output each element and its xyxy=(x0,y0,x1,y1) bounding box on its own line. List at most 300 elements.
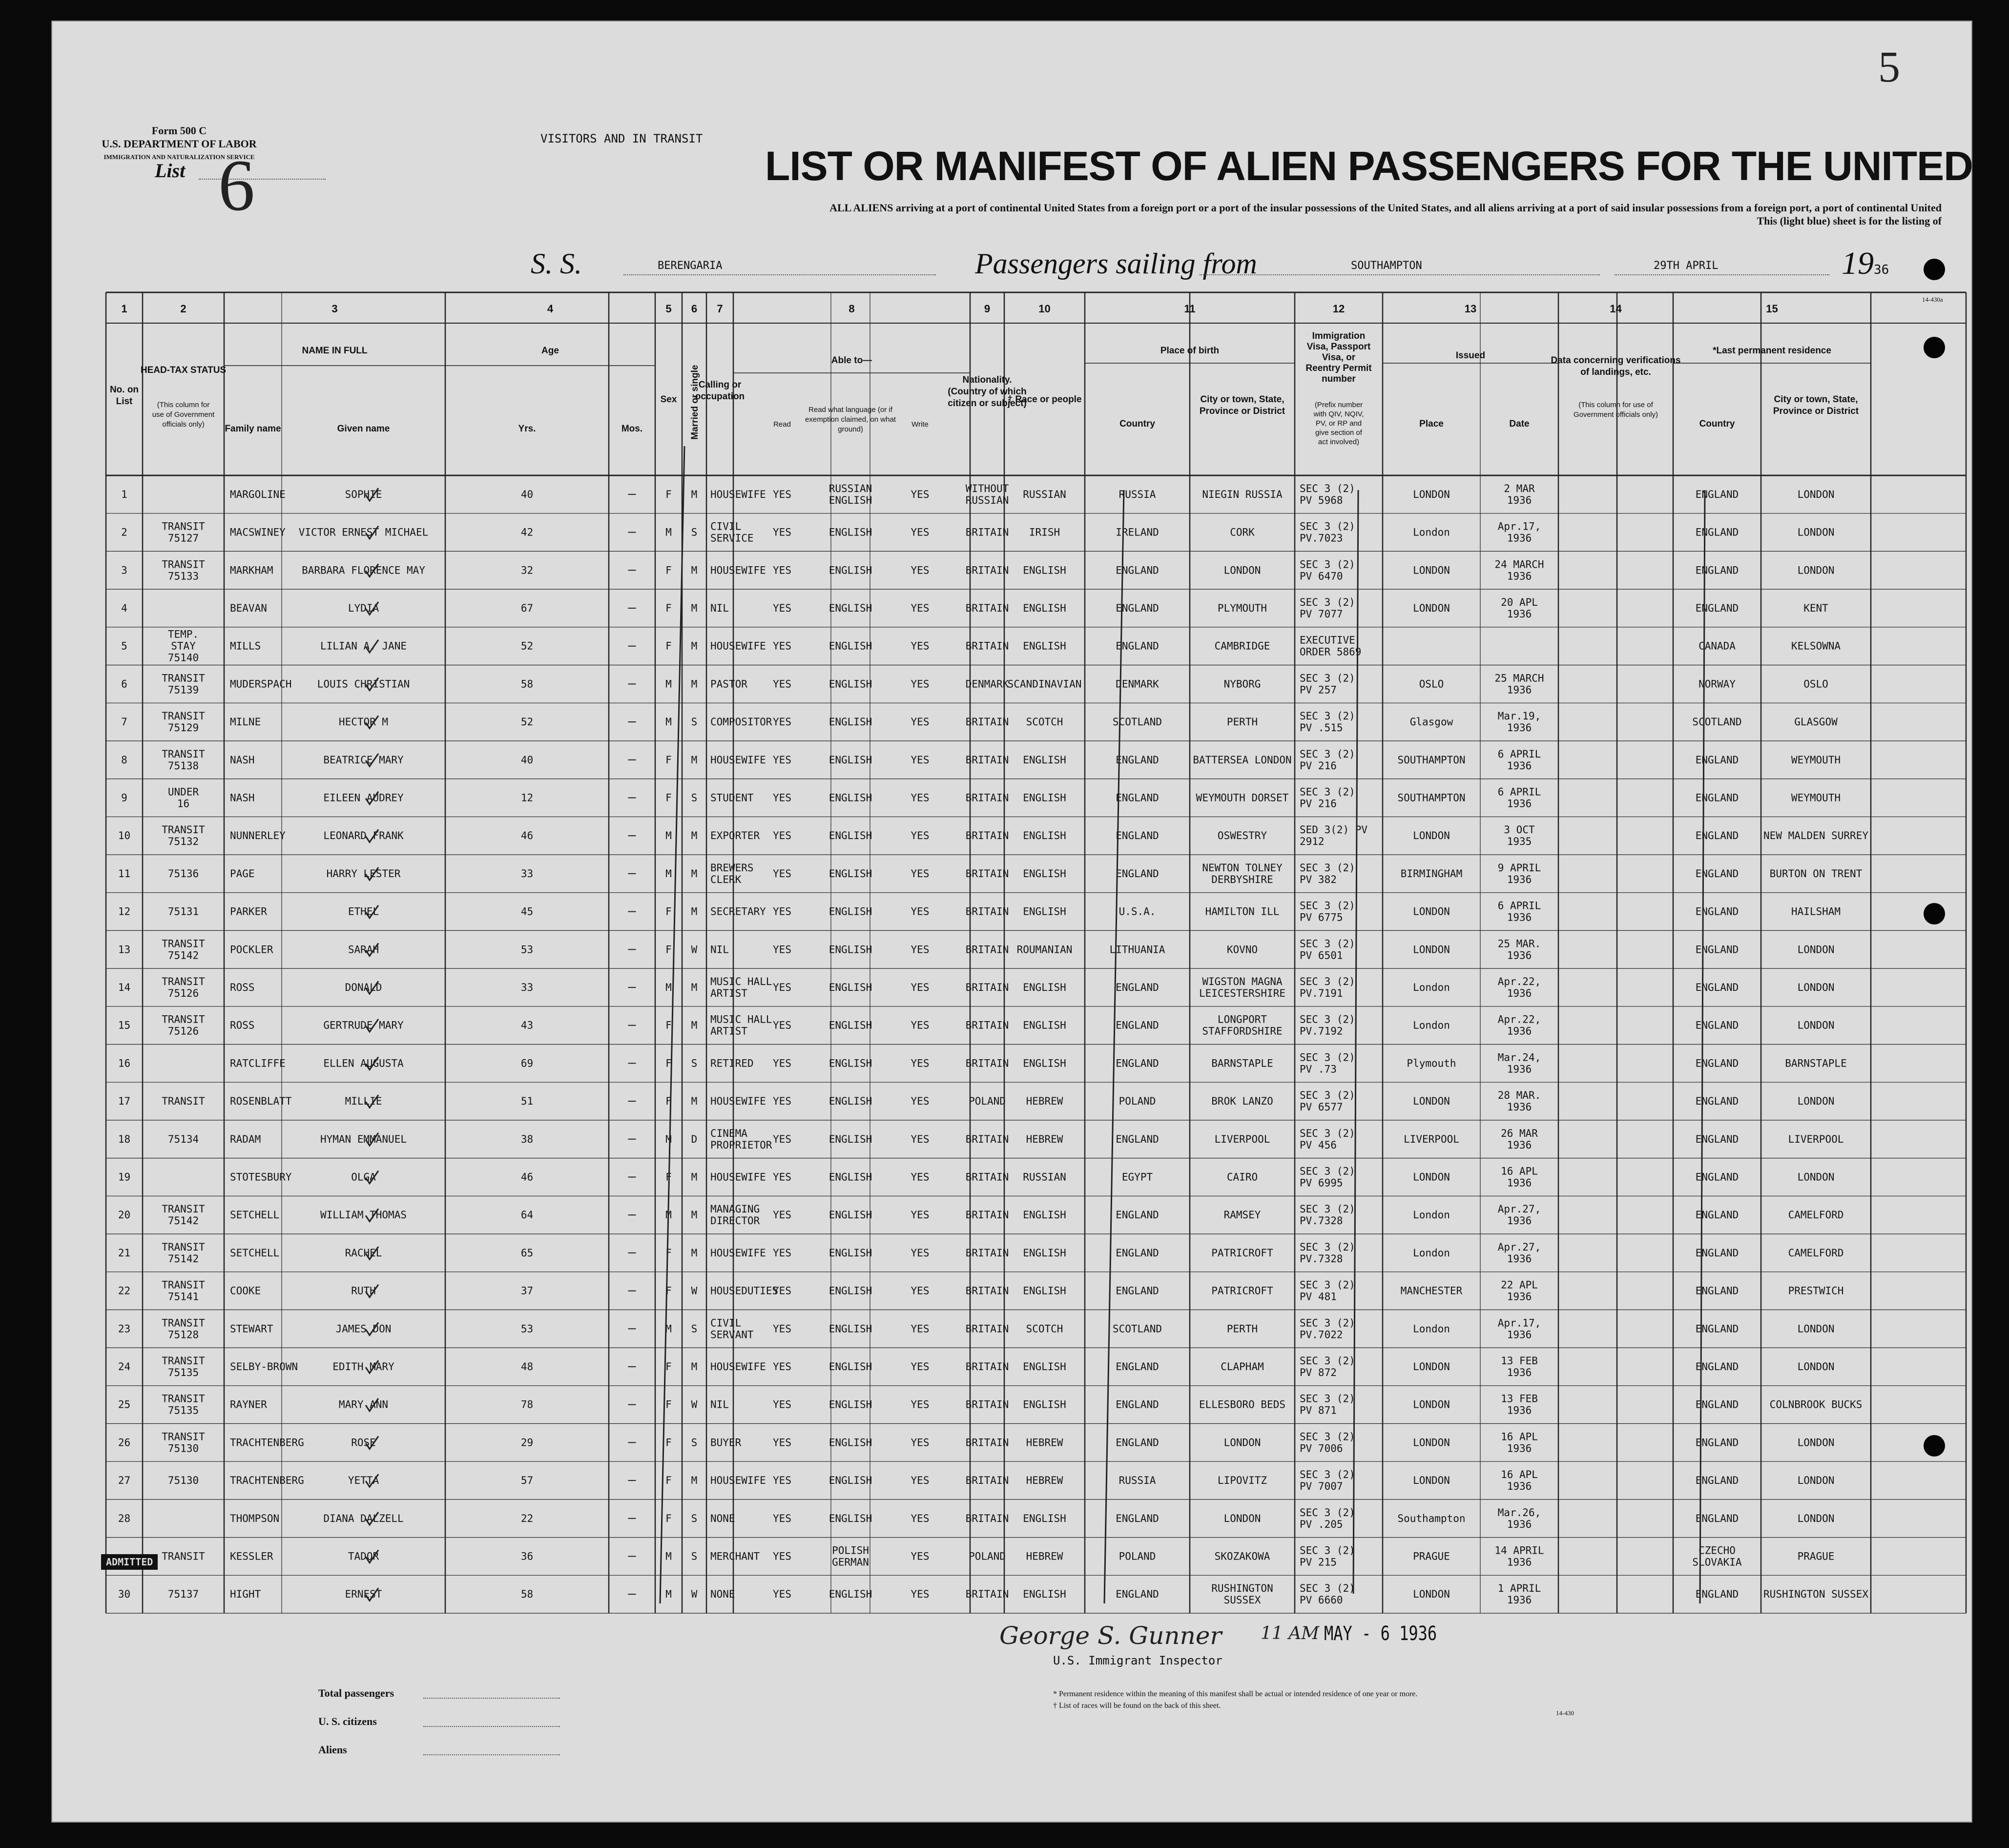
write-value: YES xyxy=(911,1247,930,1259)
column-number: 10 xyxy=(1038,303,1051,315)
head-tax-status: 75134 xyxy=(167,1133,199,1145)
visa-number: SEC 3 (2) PV 216 xyxy=(1300,786,1355,810)
row-number: 28 xyxy=(118,1512,131,1524)
residence-city: PRAGUE xyxy=(1797,1550,1835,1562)
issued-place: Plymouth xyxy=(1407,1057,1456,1069)
issued-place: LONDON xyxy=(1413,1437,1450,1449)
birth-city: RAMSEY xyxy=(1223,1209,1261,1221)
marital-status: M xyxy=(691,678,698,690)
marital-status: M xyxy=(691,1171,698,1183)
visa-number: SEC 3 (2) PV 7077 xyxy=(1300,596,1355,620)
given-name: GERTRUDE MARY xyxy=(323,1019,404,1031)
ship-label: S. S. xyxy=(531,247,582,280)
landings-note: (This column for use of Government officials only) xyxy=(1573,401,1658,419)
occupation: EXPORTER xyxy=(710,830,760,842)
residence-city: LONDON xyxy=(1797,1095,1835,1108)
given-name: OLGA xyxy=(351,1171,376,1183)
read-language: ENGLISH xyxy=(828,1512,872,1524)
stamp-time: 11 AM xyxy=(1261,1623,1320,1643)
visa-number: SEC 3 (2) PV 6995 xyxy=(1300,1165,1355,1189)
age-years: 38 xyxy=(520,1133,534,1145)
total-passengers-line xyxy=(423,1698,560,1699)
birth-city: BARNSTAPLE xyxy=(1211,1057,1273,1069)
issued-place: LONDON xyxy=(1413,1398,1450,1411)
given-name: LOUIS CHRISTIAN xyxy=(317,678,410,690)
write-value: YES xyxy=(911,526,930,538)
age-years: 45 xyxy=(520,905,534,918)
visa-number: SEC 3 (2) PV .515 xyxy=(1300,710,1355,734)
write-value: YES xyxy=(911,678,930,690)
nationality: BRITAIN xyxy=(965,830,1009,842)
inspector-title: U.S. Immigrant Inspector xyxy=(1053,1654,1222,1667)
head-tax-status: TRANSIT xyxy=(162,1550,205,1562)
sex-value: M xyxy=(665,981,672,993)
read-language: ENGLISH xyxy=(828,944,872,956)
birth-city: WEYMOUTH DORSET xyxy=(1196,792,1289,804)
occupation: HOUSEWIFE xyxy=(710,1475,766,1487)
occupation: MANAGING DIRECTOR xyxy=(710,1203,760,1227)
marital-status: M xyxy=(691,602,698,614)
head-tax-status: TRANSIT 75127 xyxy=(162,520,205,544)
visa-number: SEC 3 (2) PV.7022 xyxy=(1300,1317,1355,1341)
birth-country: ENGLAND xyxy=(1116,1437,1159,1449)
residence-city: LONDON xyxy=(1797,1323,1835,1335)
write-value: YES xyxy=(911,716,930,728)
age-years: 36 xyxy=(520,1550,534,1562)
given-name: HYMAN EMMANUEL xyxy=(320,1133,407,1145)
age-years: 12 xyxy=(520,792,534,804)
occupation: NONE xyxy=(710,1588,735,1601)
given-name: ELLEN AUGUSTA xyxy=(323,1057,404,1069)
birth-country: DENMARK xyxy=(1116,678,1159,690)
issued-place: LONDON xyxy=(1413,905,1450,918)
given-name-header: Given name xyxy=(337,424,390,434)
read-language: ENGLISH xyxy=(828,1475,872,1487)
family-name: BEAVAN xyxy=(230,602,267,614)
sex-value: F xyxy=(665,1512,672,1524)
departure-port: SOUTHAMPTON xyxy=(1351,260,1422,272)
birth-city: HAMILTON ILL xyxy=(1205,905,1280,918)
nationality: BRITAIN xyxy=(965,1209,1009,1221)
residence-city: KENT xyxy=(1803,602,1828,614)
footnote-residence: * Permanent residence within the meaning of this manifest shall be actual or intended residence of one year or more. xyxy=(1053,1690,1418,1698)
column-number: 3 xyxy=(331,303,338,315)
birth-country: ENGLAND xyxy=(1116,867,1159,880)
age-years: 40 xyxy=(520,488,534,500)
age-years: 52 xyxy=(520,640,534,652)
total-passengers-label: Total passengers xyxy=(318,1687,394,1699)
occupation: MUSIC HALL ARTIST xyxy=(710,975,772,999)
given-name: MARY ANN xyxy=(338,1398,389,1411)
sex-value: M xyxy=(665,526,672,538)
birth-city: CAMBRIDGE xyxy=(1214,640,1270,652)
marital-status: M xyxy=(691,1019,698,1031)
birth-country: ENGLAND xyxy=(1116,792,1159,804)
age-years: 42 xyxy=(520,526,534,538)
occupation: HOUSEWIFE xyxy=(710,1095,766,1108)
sailing-label: Passengers sailing from xyxy=(975,247,1257,280)
read-value: YES xyxy=(773,1475,791,1487)
marital-status: W xyxy=(691,1285,698,1297)
birth-city: PATRICROFT xyxy=(1211,1285,1273,1297)
residence-country: NORWAY xyxy=(1698,678,1736,690)
visa-number: SEC 3 (2) PV.7328 xyxy=(1300,1203,1355,1227)
issued-date: 16 APL 1936 xyxy=(1501,1469,1538,1493)
write-value: YES xyxy=(911,1209,930,1221)
issued-date: 3 OCT 1935 xyxy=(1504,824,1535,848)
residence-city: LONDON xyxy=(1797,1512,1835,1524)
issued-date: 28 MAR. 1936 xyxy=(1497,1089,1541,1113)
visa-number: SEC 3 (2) PV .73 xyxy=(1300,1051,1355,1075)
read-language: ENGLISH xyxy=(828,1133,872,1145)
marital-status: M xyxy=(691,1209,698,1221)
row-number: 1 xyxy=(121,488,127,500)
occupation: MUSIC HALL ARTIST xyxy=(710,1013,772,1037)
head-tax-note: (This column for use of Government officials only) xyxy=(152,401,215,429)
race: ENGLISH xyxy=(1023,1588,1066,1601)
row-number: 22 xyxy=(118,1285,131,1297)
issued-date: 9 APRIL 1936 xyxy=(1497,862,1541,885)
marital-status: S xyxy=(691,1323,698,1335)
column-number: 6 xyxy=(691,303,698,315)
visa-number: SEC 3 (2) PV 257 xyxy=(1300,672,1355,696)
write-value: YES xyxy=(911,944,930,956)
marital-status: M xyxy=(691,488,698,500)
birth-city: LONDON xyxy=(1223,564,1261,576)
sex-value: F xyxy=(665,1171,672,1183)
residence-city: LONDON xyxy=(1797,1019,1835,1031)
issued-header: Issued xyxy=(1455,350,1486,361)
visa-number: SEC 3 (2) PV 6660 xyxy=(1300,1582,1355,1606)
nationality: BRITAIN xyxy=(965,867,1009,880)
race: HEBREW xyxy=(1026,1475,1063,1487)
nationality: BRITAIN xyxy=(965,1323,1009,1335)
issued-date: 25 MAR. 1936 xyxy=(1497,938,1541,962)
race: ENGLISH xyxy=(1023,905,1066,918)
year-prefix: 19 xyxy=(1842,246,1874,281)
head-tax-status: TRANSIT 75126 xyxy=(162,975,205,999)
nationality: BRITAIN xyxy=(965,1398,1009,1411)
marital-status: M xyxy=(691,867,698,880)
issued-place: London xyxy=(1413,981,1450,993)
residence-city: BURTON ON TRENT xyxy=(1769,867,1863,880)
residence-country: ENGLAND xyxy=(1695,905,1739,918)
read-language: ENGLISH xyxy=(828,564,872,576)
residence-country: ENGLAND xyxy=(1695,1512,1739,1524)
row-number: 7 xyxy=(121,716,127,728)
issued-place: SOUTHAMPTON xyxy=(1397,754,1466,766)
marital-status: M xyxy=(691,830,698,842)
race: SCOTCH xyxy=(1026,1323,1063,1335)
issued-place: LONDON xyxy=(1413,1171,1450,1183)
write-value: YES xyxy=(911,602,930,614)
visa-number: SEC 3 (2) PV 7006 xyxy=(1300,1431,1355,1455)
family-name: SETCHELL xyxy=(230,1247,280,1259)
birth-city: CORK xyxy=(1230,526,1255,538)
race: RUSSIAN xyxy=(1023,1171,1066,1183)
sex-value: M xyxy=(665,716,672,728)
birth-country: ENGLAND xyxy=(1116,1247,1159,1259)
head-tax-status: TRANSIT 75135 xyxy=(162,1355,205,1378)
nationality: BRITAIN xyxy=(965,905,1009,918)
row-number: 14 xyxy=(118,981,131,993)
residence-country: ENGLAND xyxy=(1695,830,1739,842)
residence-city: HAILSHAM xyxy=(1791,905,1841,918)
row-number: 8 xyxy=(121,754,127,766)
read-header: Read xyxy=(773,420,791,429)
birth-country: ENGLAND xyxy=(1116,1360,1159,1373)
write-header: Write xyxy=(911,420,929,429)
last-residence-header: *Last permanent residence xyxy=(1713,346,1831,356)
race: ENGLISH xyxy=(1023,754,1066,766)
residence-country: ENGLAND xyxy=(1695,1095,1739,1108)
given-name: MILLIE xyxy=(345,1095,382,1108)
visa-number: SEC 3 (2) PV 6470 xyxy=(1300,558,1355,582)
family-name: ROSENBLATT xyxy=(230,1095,292,1108)
marital-status: D xyxy=(691,1133,698,1145)
sex-value: M xyxy=(665,830,672,842)
race-header: † Race or people xyxy=(1007,394,1082,405)
family-name: TRACHTENBERG xyxy=(230,1437,304,1449)
punch-hole xyxy=(1924,337,1945,358)
birth-country: RUSSIA xyxy=(1118,488,1156,500)
issued-place: SOUTHAMPTON xyxy=(1397,792,1466,804)
occupation: CIVIL SERVANT xyxy=(710,1317,754,1341)
occupation: RETIRED xyxy=(710,1057,754,1069)
issued-date: 16 APL 1936 xyxy=(1501,1431,1538,1455)
sailing-date: 29TH APRIL xyxy=(1654,260,1719,272)
residence-country-header: Country xyxy=(1699,419,1735,429)
write-value: YES xyxy=(911,905,930,918)
birth-city: LONDON xyxy=(1223,1512,1261,1524)
occupation: HOUSEDUTIES xyxy=(710,1285,779,1297)
write-value: YES xyxy=(911,1019,930,1031)
nationality: BRITAIN xyxy=(965,1133,1009,1145)
row-number: 25 xyxy=(118,1398,131,1411)
nationality: BRITAIN xyxy=(965,1057,1009,1069)
birth-country: POLAND xyxy=(1118,1095,1156,1108)
residence-city: LONDON xyxy=(1797,1437,1835,1449)
column-number: 15 xyxy=(1766,303,1778,315)
nationality: DENMARK xyxy=(965,678,1009,690)
issued-place: LONDON xyxy=(1413,1588,1450,1601)
sex-value: M xyxy=(665,1323,672,1335)
visa-number: SEC 3 (2) PV 216 xyxy=(1300,748,1355,772)
issued-date: 6 APRIL 1936 xyxy=(1497,900,1541,924)
age-years: 46 xyxy=(520,830,534,842)
birth-city: NYBORG xyxy=(1223,678,1261,690)
race: ENGLISH xyxy=(1023,1209,1066,1221)
write-value: YES xyxy=(911,981,930,993)
marital-status: S xyxy=(691,1437,698,1449)
family-name: MUDERSPACH xyxy=(230,678,292,690)
marital-status: M xyxy=(691,640,698,652)
residence-city: GLASGOW xyxy=(1794,716,1838,728)
list-label: List xyxy=(155,160,186,182)
sex-value: M xyxy=(665,1588,672,1601)
race: ROUMANIAN xyxy=(1016,944,1073,956)
residence-country: ENGLAND xyxy=(1695,602,1739,614)
read-value: YES xyxy=(773,1057,791,1069)
marital-status: M xyxy=(691,1475,698,1487)
residence-country: ENGLAND xyxy=(1695,1133,1739,1145)
age-years: 32 xyxy=(520,564,534,576)
write-value: YES xyxy=(911,830,930,842)
issued-place: LONDON xyxy=(1413,830,1450,842)
issued-place: Southampton xyxy=(1397,1512,1466,1524)
nationality: BRITAIN xyxy=(965,640,1009,652)
family-name: NASH xyxy=(230,792,255,804)
write-value: YES xyxy=(911,1095,930,1108)
row-number: 19 xyxy=(118,1171,131,1183)
birth-country: RUSSIA xyxy=(1118,1475,1156,1487)
birth-country: ENGLAND xyxy=(1116,564,1159,576)
occupation: HOUSEWIFE xyxy=(710,1247,766,1259)
residence-city: WEYMOUTH xyxy=(1791,792,1841,804)
head-tax-status: 75130 xyxy=(167,1475,199,1487)
occupation: CIVIL SERVICE xyxy=(710,520,754,544)
age-years: 67 xyxy=(520,602,534,614)
residence-city: NEW MALDEN SURREY xyxy=(1763,830,1868,842)
residence-country: ENGLAND xyxy=(1695,1588,1739,1601)
write-value: YES xyxy=(911,1133,930,1145)
residence-city: KELSOWNA xyxy=(1791,640,1841,652)
read-value: YES xyxy=(773,1285,791,1297)
visa-number: SEC 3 (2) PV 6775 xyxy=(1300,900,1355,924)
given-name: EILEEN AUDREY xyxy=(323,792,404,804)
birth-city: WIGSTON MAGNA LEICESTERSHIRE xyxy=(1199,975,1286,999)
read-value: YES xyxy=(773,792,791,804)
read-language: ENGLISH xyxy=(828,526,872,538)
marital-status: M xyxy=(691,981,698,993)
age-years: 53 xyxy=(520,944,534,956)
given-name: ETHEL xyxy=(348,905,379,918)
age-years: 46 xyxy=(520,1171,534,1183)
issued-date: 20 APL 1936 xyxy=(1501,596,1538,620)
occupation: NIL xyxy=(710,1398,729,1411)
nationality: BRITAIN xyxy=(965,1512,1009,1524)
read-value: YES xyxy=(773,944,791,956)
issued-date: 2 MAR 1936 xyxy=(1504,482,1535,506)
issued-place: PRAGUE xyxy=(1413,1550,1450,1562)
row-number: 26 xyxy=(118,1437,131,1449)
read-language: ENGLISH xyxy=(828,1209,872,1221)
given-name: ERNEST xyxy=(345,1588,382,1601)
race: ENGLISH xyxy=(1023,830,1066,842)
head-tax-status: TRANSIT 75138 xyxy=(162,748,205,772)
issued-place: OSLO xyxy=(1419,678,1444,690)
read-language: ENGLISH xyxy=(828,905,872,918)
sex-value: F xyxy=(665,754,672,766)
nationality: BRITAIN xyxy=(965,564,1009,576)
given-name: DONALD xyxy=(345,981,382,993)
sex-value: F xyxy=(665,792,672,804)
read-value: YES xyxy=(773,867,791,880)
family-name-header: Family name xyxy=(225,424,281,434)
sex-value: F xyxy=(665,602,672,614)
residence-city: COLNBROOK BUCKS xyxy=(1769,1398,1863,1411)
column-number: 8 xyxy=(849,303,855,315)
occupation: NIL xyxy=(710,602,729,614)
sex-value: M xyxy=(665,867,672,880)
marital-status: M xyxy=(691,1360,698,1373)
issued-date: Apr.22, 1936 xyxy=(1497,1013,1541,1037)
family-name: ROSS xyxy=(230,1019,255,1031)
given-name: LEONARD FRANK xyxy=(323,830,404,842)
birth-country: SCOTLAND xyxy=(1112,1323,1162,1335)
race: ENGLISH xyxy=(1023,867,1066,880)
family-name: POCKLER xyxy=(230,944,273,956)
read-language: ENGLISH xyxy=(828,830,872,842)
residence-country: ENGLAND xyxy=(1695,1360,1739,1373)
read-value: YES xyxy=(773,1209,791,1221)
column-number: 5 xyxy=(665,303,672,315)
family-name: NUNNERLEY xyxy=(230,830,286,842)
birth-city: LONDON xyxy=(1223,1437,1261,1449)
form-code-top: 14-430a xyxy=(1922,296,1943,303)
occupation: MERCHANT xyxy=(710,1550,760,1562)
birth-city-header: City or town, State, Province or District xyxy=(1199,394,1285,416)
row-number: 27 xyxy=(118,1475,131,1487)
visa-number: SEC 3 (2) PV .205 xyxy=(1300,1506,1355,1530)
age-years: 29 xyxy=(520,1437,534,1449)
birth-city: CLAPHAM xyxy=(1221,1360,1264,1373)
sex-value: F xyxy=(665,1057,672,1069)
read-value: YES xyxy=(773,754,791,766)
family-name: ROSS xyxy=(230,981,255,993)
issued-place: London xyxy=(1413,1209,1450,1221)
given-name: WILLIAM THOMAS xyxy=(320,1209,407,1221)
head-tax-status: TRANSIT 75126 xyxy=(162,1013,205,1037)
row-number: 10 xyxy=(118,830,131,842)
admitted-stamp: ADMITTED xyxy=(101,1554,158,1570)
head-tax-status: TRANSIT 75141 xyxy=(162,1279,205,1303)
birth-country: ENGLAND xyxy=(1116,1019,1159,1031)
race: RUSSIAN xyxy=(1023,488,1066,500)
birth-country: ENGLAND xyxy=(1116,1209,1159,1221)
read-language: ENGLISH xyxy=(828,1247,872,1259)
given-name: ROSE xyxy=(351,1437,376,1449)
read-language: ENGLISH xyxy=(828,1588,872,1601)
marital-status: M xyxy=(691,905,698,918)
column-number: 13 xyxy=(1464,303,1477,315)
family-name: MARKHAM xyxy=(230,564,273,576)
issued-place: BIRMINGHAM xyxy=(1400,867,1463,880)
race: ENGLISH xyxy=(1023,1360,1066,1373)
read-language: ENGLISH xyxy=(828,792,872,804)
occupation: SECRETARY xyxy=(710,905,766,918)
column-number: 4 xyxy=(547,303,554,315)
write-value: YES xyxy=(911,564,930,576)
read-language: ENGLISH xyxy=(828,716,872,728)
birth-country: ENGLAND xyxy=(1116,1398,1159,1411)
race: ENGLISH xyxy=(1023,1512,1066,1524)
given-name: TADOR xyxy=(348,1550,379,1562)
given-name: EDITH MARY xyxy=(332,1360,394,1373)
birth-country: SCOTLAND xyxy=(1112,716,1162,728)
visa-number: SEC 3 (2) PV 5968 xyxy=(1300,482,1355,506)
given-name: HARRY LESTER xyxy=(326,867,401,880)
nationality: BRITAIN xyxy=(965,602,1009,614)
issued-date: 26 MAR 1936 xyxy=(1501,1127,1538,1151)
row-number: 15 xyxy=(118,1019,131,1031)
birth-city: ELLESBORO BEDS xyxy=(1199,1398,1286,1411)
birth-city: PATRICROFT xyxy=(1211,1247,1273,1259)
family-name: RAYNER xyxy=(230,1398,267,1411)
race: ENGLISH xyxy=(1023,792,1066,804)
visa-note: (Prefix number with QIV, NQIV, PV, or RP and give section of act involved) xyxy=(1313,401,1364,446)
sex-header: Sex xyxy=(660,394,677,405)
